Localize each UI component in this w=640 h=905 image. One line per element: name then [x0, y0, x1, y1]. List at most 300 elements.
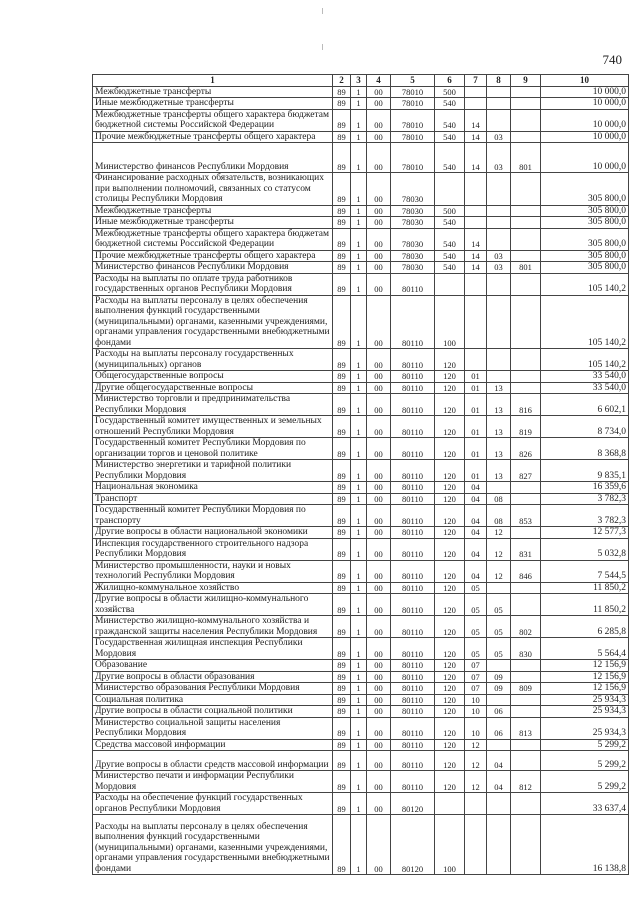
code-7-cell: 05 — [465, 594, 487, 616]
header-cell: 1 — [93, 75, 333, 87]
code-8-cell: 12 — [487, 538, 511, 560]
code-3-cell: 1 — [351, 683, 367, 695]
code-3-cell: 1 — [351, 493, 367, 505]
code-3-cell: 1 — [351, 482, 367, 494]
code-4-cell: 00 — [367, 250, 391, 262]
code-9-cell — [511, 228, 541, 250]
code-2-cell: 89 — [333, 109, 351, 131]
code-4-cell: 00 — [367, 739, 391, 751]
code-6-cell: 120 — [435, 349, 465, 371]
amount-cell: 25 934,3 — [541, 706, 629, 718]
item-name-cell: Министерство финансов Республики Мордовия — [93, 143, 333, 173]
page-number: 740 — [602, 52, 622, 67]
code-6-cell: 120 — [435, 616, 465, 638]
item-name-cell: Министерство финансов Республики Мордовия — [93, 262, 333, 274]
code-7-cell: 05 — [465, 616, 487, 638]
table-row — [93, 527, 629, 539]
code-4-cell: 00 — [367, 382, 391, 394]
code-6-cell: 120 — [435, 706, 465, 718]
code-5-cell: 78030 — [391, 228, 435, 250]
amount-cell: 3 782,3 — [541, 493, 629, 505]
code-2-cell: 89 — [333, 460, 351, 482]
code-8-cell: 09 — [487, 671, 511, 683]
code-3-cell: 1 — [351, 262, 367, 274]
code-4-cell: 00 — [367, 638, 391, 660]
table-row — [93, 250, 629, 262]
item-name-cell: Министерство образования Республики Мордовия — [93, 683, 333, 695]
code-3-cell: 1 — [351, 616, 367, 638]
code-3-cell: 1 — [351, 671, 367, 683]
code-2-cell: 89 — [333, 771, 351, 793]
table-row — [93, 262, 629, 274]
code-6-cell: 120 — [435, 560, 465, 582]
code-5-cell: 78030 — [391, 217, 435, 229]
code-6-cell: 120 — [435, 382, 465, 394]
item-name-cell: Социальная политика — [93, 694, 333, 706]
amount-cell: 10 000,0 — [541, 143, 629, 173]
code-5-cell: 80110 — [391, 582, 435, 594]
item-name-cell: Расходы на обеспечение функций государственных органов Республики Мордовия — [93, 793, 333, 815]
code-5-cell: 80110 — [391, 493, 435, 505]
code-6-cell: 540 — [435, 98, 465, 110]
code-4-cell: 00 — [367, 98, 391, 110]
code-3-cell: 1 — [351, 751, 367, 771]
code-8-cell — [487, 660, 511, 672]
code-7-cell: 04 — [465, 505, 487, 527]
code-6-cell — [435, 273, 465, 295]
code-8-cell — [487, 273, 511, 295]
code-5-cell: 80110 — [391, 538, 435, 560]
code-7-cell: 04 — [465, 527, 487, 539]
code-6-cell: 540 — [435, 262, 465, 274]
code-5-cell: 80110 — [391, 717, 435, 739]
code-8-cell: 04 — [487, 771, 511, 793]
code-9-cell — [511, 371, 541, 383]
amount-cell: 16 138,8 — [541, 815, 629, 875]
code-2-cell: 89 — [333, 228, 351, 250]
item-name-cell: Общегосударственные вопросы — [93, 371, 333, 383]
item-name-cell: Министерство жилищно-коммунального хозяйства и гражданской защиты населения Республики Мордовия — [93, 616, 333, 638]
code-2-cell: 89 — [333, 295, 351, 349]
item-name-cell: Государственный комитет имущественных и земельных отношений Республики Мордовия — [93, 416, 333, 438]
item-name-cell: Министерство промышленности, науки и новых технологий Республики Мордовия — [93, 560, 333, 582]
code-9-cell: 826 — [511, 438, 541, 460]
table-row — [93, 739, 629, 751]
code-7-cell: 01 — [465, 460, 487, 482]
code-3-cell: 1 — [351, 694, 367, 706]
amount-cell: 8 734,0 — [541, 416, 629, 438]
code-8-cell: 13 — [487, 382, 511, 394]
code-4-cell: 00 — [367, 86, 391, 98]
code-3-cell: 1 — [351, 538, 367, 560]
code-7-cell — [465, 98, 487, 110]
code-3-cell: 1 — [351, 217, 367, 229]
code-6-cell: 540 — [435, 217, 465, 229]
table-row — [93, 638, 629, 660]
code-5-cell: 80120 — [391, 815, 435, 875]
code-8-cell: 05 — [487, 616, 511, 638]
item-name-cell: Другие вопросы в области жилищно-коммунального хозяйства — [93, 594, 333, 616]
code-5-cell: 78010 — [391, 109, 435, 131]
code-8-cell — [487, 217, 511, 229]
item-name-cell: Межбюджетные трансферты — [93, 86, 333, 98]
code-8-cell — [487, 793, 511, 815]
code-6-cell — [435, 793, 465, 815]
amount-cell: 9 835,1 — [541, 460, 629, 482]
code-8-cell: 13 — [487, 416, 511, 438]
amount-cell: 33 540,0 — [541, 382, 629, 394]
amount-cell: 105 140,2 — [541, 295, 629, 349]
code-5-cell: 78010 — [391, 143, 435, 173]
code-6-cell: 120 — [435, 394, 465, 416]
code-5-cell: 80110 — [391, 527, 435, 539]
scan-mark — [322, 44, 323, 50]
code-2-cell: 89 — [333, 394, 351, 416]
code-5-cell: 80110 — [391, 273, 435, 295]
code-7-cell — [465, 793, 487, 815]
budget-table — [92, 74, 629, 875]
code-6-cell: 120 — [435, 416, 465, 438]
table-row — [93, 694, 629, 706]
code-7-cell: 01 — [465, 438, 487, 460]
header-cell: 6 — [435, 75, 465, 87]
scan-mark — [322, 8, 323, 14]
amount-cell: 16 359,6 — [541, 482, 629, 494]
code-2-cell: 89 — [333, 505, 351, 527]
code-3-cell: 1 — [351, 771, 367, 793]
table-row — [93, 173, 629, 206]
item-name-cell: Расходы на выплаты персоналу в целях обеспечения выполнения функций государственными (муниципальными) органами, казенными учреждениями, органами управления государственными внебюджетными фондами — [93, 295, 333, 349]
code-7-cell — [465, 217, 487, 229]
code-9-cell — [511, 527, 541, 539]
amount-cell: 12 156,9 — [541, 671, 629, 683]
code-6-cell: 120 — [435, 694, 465, 706]
code-4-cell: 00 — [367, 109, 391, 131]
amount-cell: 10 000,0 — [541, 131, 629, 143]
item-name-cell: Национальная экономика — [93, 482, 333, 494]
code-4-cell: 00 — [367, 273, 391, 295]
amount-cell: 3 782,3 — [541, 505, 629, 527]
item-name-cell: Расходы на выплаты персоналу в целях обеспечения выполнения функций государственными (муниципальными) органами, казенными учреждениями, органами управления государственными внебюджетными фондами — [93, 815, 333, 875]
code-4-cell: 00 — [367, 527, 391, 539]
item-name-cell: Министерство энергетики и тарифной политики Республики Мордовия — [93, 460, 333, 482]
code-2-cell: 89 — [333, 98, 351, 110]
amount-cell: 11 850,2 — [541, 594, 629, 616]
code-9-cell — [511, 739, 541, 751]
code-9-cell: 802 — [511, 616, 541, 638]
code-2-cell: 89 — [333, 382, 351, 394]
code-8-cell: 12 — [487, 560, 511, 582]
table-row — [93, 382, 629, 394]
code-5-cell: 80110 — [391, 751, 435, 771]
amount-cell: 7 544,5 — [541, 560, 629, 582]
table-row — [93, 660, 629, 672]
code-9-cell — [511, 382, 541, 394]
code-9-cell: 846 — [511, 560, 541, 582]
code-9-cell: 830 — [511, 638, 541, 660]
code-7-cell: 01 — [465, 394, 487, 416]
amount-cell: 305 800,0 — [541, 250, 629, 262]
header-cell: 8 — [487, 75, 511, 87]
amount-cell: 305 800,0 — [541, 228, 629, 250]
amount-cell: 33 540,0 — [541, 371, 629, 383]
code-4-cell: 00 — [367, 173, 391, 206]
table-row — [93, 131, 629, 143]
item-name-cell: Государственный комитет Республики Мордовия по транспорту — [93, 505, 333, 527]
code-7-cell — [465, 273, 487, 295]
code-9-cell — [511, 173, 541, 206]
amount-cell: 5 299,2 — [541, 771, 629, 793]
amount-cell: 10 000,0 — [541, 98, 629, 110]
code-2-cell: 89 — [333, 371, 351, 383]
code-4-cell: 00 — [367, 694, 391, 706]
code-3-cell: 1 — [351, 438, 367, 460]
code-5-cell: 80110 — [391, 371, 435, 383]
code-5-cell: 78030 — [391, 250, 435, 262]
code-7-cell: 01 — [465, 371, 487, 383]
item-name-cell: Другие вопросы в области национальной экономики — [93, 527, 333, 539]
code-5-cell: 80110 — [391, 683, 435, 695]
code-9-cell: 819 — [511, 416, 541, 438]
code-7-cell: 10 — [465, 694, 487, 706]
table-row — [93, 683, 629, 695]
code-7-cell: 07 — [465, 671, 487, 683]
amount-cell: 5 564,4 — [541, 638, 629, 660]
code-6-cell: 120 — [435, 527, 465, 539]
table-row — [93, 771, 629, 793]
item-name-cell: Инспекция государственного строительного надзора Республики Мордовия — [93, 538, 333, 560]
code-4-cell: 00 — [367, 262, 391, 274]
amount-cell: 6 285,8 — [541, 616, 629, 638]
code-3-cell: 1 — [351, 205, 367, 217]
code-4-cell: 00 — [367, 771, 391, 793]
item-name-cell: Государственная жилищная инспекция Республики Мордовия — [93, 638, 333, 660]
code-7-cell: 14 — [465, 109, 487, 131]
code-5-cell: 80110 — [391, 694, 435, 706]
code-8-cell — [487, 739, 511, 751]
code-2-cell: 89 — [333, 815, 351, 875]
item-name-cell: Прочие межбюджетные трансферты общего характера — [93, 131, 333, 143]
code-8-cell: 13 — [487, 394, 511, 416]
code-2-cell: 89 — [333, 706, 351, 718]
code-7-cell: 14 — [465, 131, 487, 143]
code-4-cell: 00 — [367, 594, 391, 616]
code-2-cell: 89 — [333, 205, 351, 217]
code-4-cell: 00 — [367, 706, 391, 718]
code-7-cell: 10 — [465, 717, 487, 739]
amount-cell: 10 000,0 — [541, 109, 629, 131]
code-4-cell: 00 — [367, 394, 391, 416]
code-3-cell: 1 — [351, 505, 367, 527]
code-9-cell: 831 — [511, 538, 541, 560]
item-name-cell: Другие вопросы в области средств массовой информации — [93, 751, 333, 771]
code-3-cell: 1 — [351, 98, 367, 110]
code-2-cell: 89 — [333, 217, 351, 229]
code-5-cell: 78010 — [391, 86, 435, 98]
header-cell: 4 — [367, 75, 391, 87]
code-3-cell: 1 — [351, 717, 367, 739]
code-6-cell: 120 — [435, 717, 465, 739]
code-3-cell: 1 — [351, 560, 367, 582]
code-9-cell: 809 — [511, 683, 541, 695]
code-7-cell: 12 — [465, 771, 487, 793]
code-4-cell: 00 — [367, 717, 391, 739]
table-row — [93, 416, 629, 438]
code-5-cell: 80110 — [391, 482, 435, 494]
table-row — [93, 538, 629, 560]
item-name-cell: Средства массовой информации — [93, 739, 333, 751]
code-4-cell: 00 — [367, 582, 391, 594]
table-row — [93, 109, 629, 131]
code-3-cell: 1 — [351, 273, 367, 295]
code-5-cell: 80110 — [391, 638, 435, 660]
code-2-cell: 89 — [333, 594, 351, 616]
code-9-cell: 812 — [511, 771, 541, 793]
table-row — [93, 717, 629, 739]
code-4-cell: 00 — [367, 295, 391, 349]
code-8-cell: 05 — [487, 638, 511, 660]
code-5-cell: 80110 — [391, 706, 435, 718]
code-2-cell: 89 — [333, 671, 351, 683]
code-9-cell — [511, 86, 541, 98]
code-6-cell: 120 — [435, 739, 465, 751]
code-2-cell: 89 — [333, 638, 351, 660]
code-2-cell: 89 — [333, 438, 351, 460]
code-9-cell — [511, 109, 541, 131]
item-name-cell: Прочие межбюджетные трансферты общего характера — [93, 250, 333, 262]
table-row — [93, 560, 629, 582]
code-9-cell — [511, 98, 541, 110]
amount-cell: 5 032,8 — [541, 538, 629, 560]
table-body — [93, 75, 629, 875]
code-8-cell: 03 — [487, 143, 511, 173]
code-4-cell: 00 — [367, 505, 391, 527]
table-row — [93, 273, 629, 295]
amount-cell: 305 800,0 — [541, 205, 629, 217]
code-7-cell: 07 — [465, 660, 487, 672]
code-5-cell: 80110 — [391, 382, 435, 394]
table-row — [93, 205, 629, 217]
code-6-cell: 120 — [435, 771, 465, 793]
amount-cell: 305 800,0 — [541, 217, 629, 229]
code-7-cell: 14 — [465, 250, 487, 262]
header-cell: 3 — [351, 75, 367, 87]
item-name-cell: Иные межбюджетные трансферты — [93, 217, 333, 229]
code-2-cell: 89 — [333, 262, 351, 274]
code-5-cell: 80110 — [391, 460, 435, 482]
code-6-cell: 120 — [435, 594, 465, 616]
code-3-cell: 1 — [351, 295, 367, 349]
amount-cell: 305 800,0 — [541, 262, 629, 274]
code-4-cell: 00 — [367, 349, 391, 371]
code-8-cell: 06 — [487, 717, 511, 739]
code-9-cell: 816 — [511, 394, 541, 416]
code-6-cell: 100 — [435, 295, 465, 349]
code-6-cell: 120 — [435, 438, 465, 460]
code-9-cell: 853 — [511, 505, 541, 527]
code-3-cell: 1 — [351, 173, 367, 206]
code-9-cell — [511, 349, 541, 371]
code-2-cell: 89 — [333, 751, 351, 771]
code-2-cell: 89 — [333, 694, 351, 706]
header-cell: 5 — [391, 75, 435, 87]
code-3-cell: 1 — [351, 582, 367, 594]
code-6-cell: 540 — [435, 131, 465, 143]
code-6-cell: 120 — [435, 482, 465, 494]
code-9-cell — [511, 594, 541, 616]
code-6-cell: 120 — [435, 493, 465, 505]
table-row — [93, 671, 629, 683]
code-3-cell: 1 — [351, 349, 367, 371]
amount-cell: 305 800,0 — [541, 173, 629, 206]
item-name-cell: Иные межбюджетные трансферты — [93, 98, 333, 110]
code-6-cell: 100 — [435, 815, 465, 875]
code-3-cell: 1 — [351, 739, 367, 751]
table-row — [93, 98, 629, 110]
code-4-cell: 00 — [367, 683, 391, 695]
code-6-cell: 540 — [435, 143, 465, 173]
item-name-cell: Другие вопросы в области социальной политики — [93, 706, 333, 718]
code-8-cell: 13 — [487, 460, 511, 482]
code-4-cell: 00 — [367, 616, 391, 638]
code-7-cell: 04 — [465, 493, 487, 505]
table-row — [93, 793, 629, 815]
code-4-cell: 00 — [367, 416, 391, 438]
code-8-cell — [487, 482, 511, 494]
code-7-cell — [465, 86, 487, 98]
code-9-cell — [511, 582, 541, 594]
code-4-cell: 00 — [367, 460, 391, 482]
code-5-cell: 80110 — [391, 416, 435, 438]
code-4-cell: 00 — [367, 143, 391, 173]
code-9-cell — [511, 205, 541, 217]
amount-cell: 12 156,9 — [541, 683, 629, 695]
code-7-cell: 04 — [465, 482, 487, 494]
code-2-cell: 89 — [333, 616, 351, 638]
code-7-cell — [465, 205, 487, 217]
code-4-cell: 00 — [367, 493, 391, 505]
code-6-cell: 120 — [435, 751, 465, 771]
item-name-cell: Финансирование расходных обязательств, возникающих при выполнении полномочий, связанных со статусом столицы Республики Мордовия — [93, 173, 333, 206]
table-row — [93, 594, 629, 616]
code-9-cell: 801 — [511, 262, 541, 274]
code-5-cell: 78010 — [391, 98, 435, 110]
code-9-cell — [511, 706, 541, 718]
code-6-cell: 540 — [435, 250, 465, 262]
code-8-cell: 03 — [487, 250, 511, 262]
code-6-cell: 540 — [435, 109, 465, 131]
code-6-cell: 120 — [435, 638, 465, 660]
table-header-row — [93, 75, 629, 87]
code-6-cell: 540 — [435, 228, 465, 250]
code-9-cell — [511, 493, 541, 505]
code-3-cell: 1 — [351, 371, 367, 383]
code-3-cell: 1 — [351, 143, 367, 173]
code-5-cell: 80110 — [391, 616, 435, 638]
code-5-cell: 80110 — [391, 349, 435, 371]
code-4-cell: 00 — [367, 660, 391, 672]
code-9-cell — [511, 250, 541, 262]
code-5-cell: 80110 — [391, 560, 435, 582]
code-7-cell: 12 — [465, 739, 487, 751]
table-row — [93, 493, 629, 505]
code-4-cell: 00 — [367, 217, 391, 229]
amount-cell: 6 602,1 — [541, 394, 629, 416]
code-7-cell: 04 — [465, 560, 487, 582]
code-2-cell: 89 — [333, 143, 351, 173]
code-5-cell: 78010 — [391, 131, 435, 143]
code-8-cell — [487, 228, 511, 250]
